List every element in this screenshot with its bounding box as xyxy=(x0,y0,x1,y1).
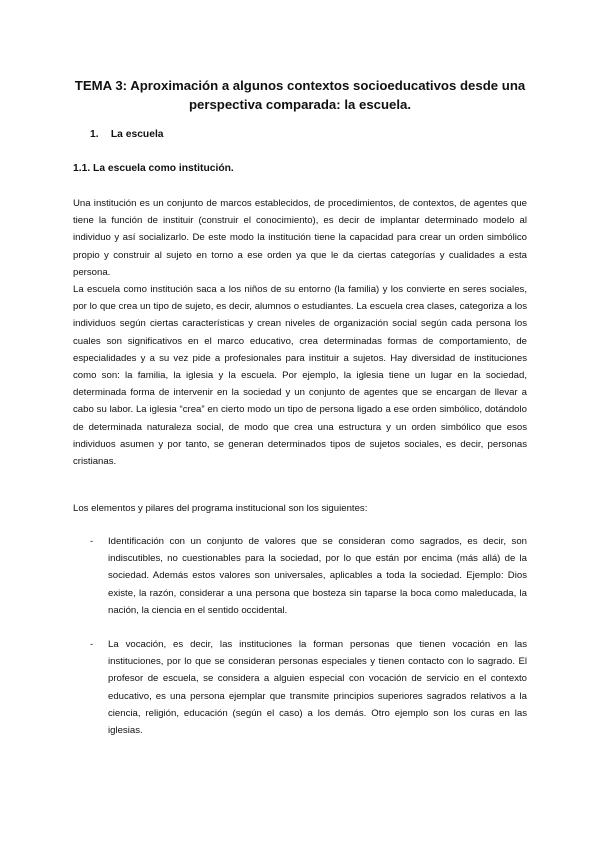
paragraph: La escuela como institución saca a los niños de su entorno (la familia) y los convierte en seres sociales, por lo que crea un tipo de sujeto, es decir, alumnos o estudiantes. La escuela crea clases, categoriza a los individuos según ciertas características y crean niveles de organización social según cada persona los cuales son significativos en el marco educativo, crea determinadas formas de comportamiento, de especialidades y a su vez pide a profesionales para instituir a sujetos. Hay diversidad de instituciones como son: la familia, la iglesia y la escuela. Por ejemplo, la iglesia tiene un lugar en la sociedad, determinada forma de intervenir en la sociedad y un conjunto de agentes que se encargan de llevar a cabo su labor. La iglesia “crea” en cierto modo un tipo de persona ligado a ese orden simbólico, dotándolo de determinada naturaleza social, de modo que crea una estructura y un orden simbólico que esos individuos asumen y por tanto, se generan determinados tipos de sujetos sociales, es decir, personas cristianas. xyxy=(73,284,527,468)
paragraph: Una institución es un conjunto de marcos establecidos, de procedimientos, de contextos, de agentes que tiene la función de instituir (construir el conocimiento), es decir de implantar determinado modelo al individuo y así socializarlo. De este modo la institución tiene la capacidad para crear un orden simbólico propio y construir al sujeto en torno a ese orden ya que le da ciertas categorías y cualidades a esta persona. xyxy=(73,198,527,278)
subsection-heading: 1.1. La escuela como institución. xyxy=(73,163,234,174)
list-intro: Los elementos y pilares del programa institucional son los siguientes: xyxy=(73,503,368,514)
list-item xyxy=(73,636,527,739)
section-number: 1. xyxy=(90,129,99,140)
list-bullet: - xyxy=(90,536,94,547)
section-label: La escuela xyxy=(110,129,164,140)
list-item xyxy=(73,533,527,619)
section-heading-1 xyxy=(90,129,164,140)
document-title: TEMA 3: Aproximación a algunos contextos socioeducativos desde una perspectiva comparada: la escuela. xyxy=(74,78,526,112)
list-bullet: - xyxy=(90,639,94,651)
body-text xyxy=(73,195,527,470)
list-item-text: La vocación, es decir, las instituciones la forman personas que tienen vocación en las instituciones, por lo que se consideran personas especiales y tienen contacto con lo sagrado. El profesor de escuela, se considera a alguien especial con vocación de servicio en el contexto educativo, es una persona ejemplar que transmite principios superiores sagrados relativos a la ciencia, religión, educación (según el caso) a los demás. Otro ejemplo son los curas en las iglesias. xyxy=(108,639,527,737)
list-item-text: Identificación con un conjunto de valores que se consideran como sagrados, es decir, son indiscutibles, no cuestionables para la sociedad, por lo que están por encima (más allá) de la sociedad. Además estos valores son universales, aplicables a toda la sociedad. Ejemplo: Dios existe, la razón, considerar a una persona que bosteza sin taparse la boca como maleducada, la nación, la ciencia en el sentido occidental. xyxy=(108,536,527,616)
pillars-list xyxy=(73,533,527,739)
